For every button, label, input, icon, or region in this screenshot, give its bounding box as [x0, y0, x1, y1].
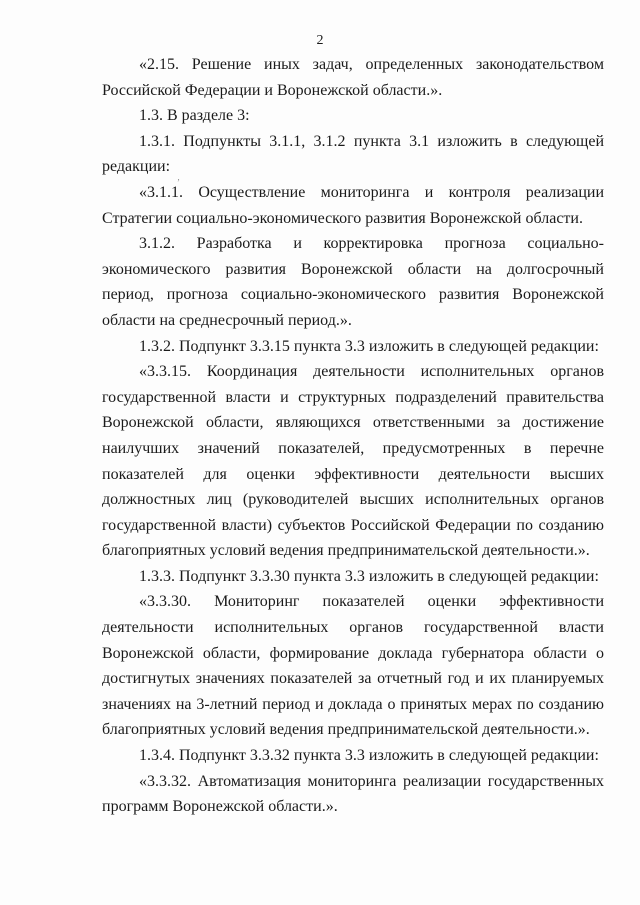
paragraph-3-3-30: «3.3.30. Мониторинг показателей оценки эффективности деятельности исполнительных органов государственной власти Воронежской области, формирование доклада губернатора области о достигнутых значениях показателей за отчетный год и их планируемых значениях на 3-летний период и доклада о принятых мерах по созданию благоприятных условий ведения предпринимательской деятельности.». — [102, 593, 604, 739]
document-body — [102, 52, 604, 820]
paragraph-2-15: «2.15. Решение иных задач, определенных законодательством Российской Федерации и Воронежской области.». — [102, 56, 604, 99]
paragraph-1-3-1: 1.3.1. Подпункты 3.1.1, 3.1.2 пункта 3.1 изложить в следующей редакции: — [102, 132, 604, 176]
paragraph-1-3: 1.3. В разделе 3: — [139, 107, 250, 125]
page-number: 2 — [316, 33, 324, 48]
paragraph-1-3-4: 1.3.4. Подпункт 3.3.32 пункта 3.3 изложить в следующей редакции: — [139, 747, 599, 765]
paragraph-1-3-3: 1.3.3. Подпункт 3.3.30 пункта 3.3 изложить в следующей редакции: — [139, 567, 599, 585]
paragraph-3-1-1: «3.1.1. Осуществление мониторинга и контроля реализации Стратегии социально-экономического развития Воронежской области. — [102, 183, 604, 227]
scan-mark: ‚ — [177, 172, 180, 182]
paragraph-3-3-32: «3.3.32. Автоматизация мониторинга реализации государственных программ Воронежской области.». — [102, 772, 604, 816]
paragraph-3-3-15: «3.3.15. Координация деятельности исполнительных органов государственной власти и структурных подразделений правительства Воронежской области, являющихся ответственными за достижение наилучших значений показателей, предусмотренных в перечне показателей для оценки эффективности деятельности высших должностных лиц (руководителей высших исполнительных органов государственной власти) субъектов Российской Федерации по созданию благоприятных условий ведения предпринимательской деятельности.». — [102, 363, 604, 560]
paragraph-1-3-2: 1.3.2. Подпункт 3.3.15 пункта 3.3 изложить в следующей редакции: — [139, 337, 599, 355]
paragraph-3-1-2: 3.1.2. Разработка и корректировка прогноза социально-экономического развития Воронежской области на долгосрочный период, прогноза социально-экономического развития Воронежской области на среднесрочный период.». — [102, 235, 604, 329]
